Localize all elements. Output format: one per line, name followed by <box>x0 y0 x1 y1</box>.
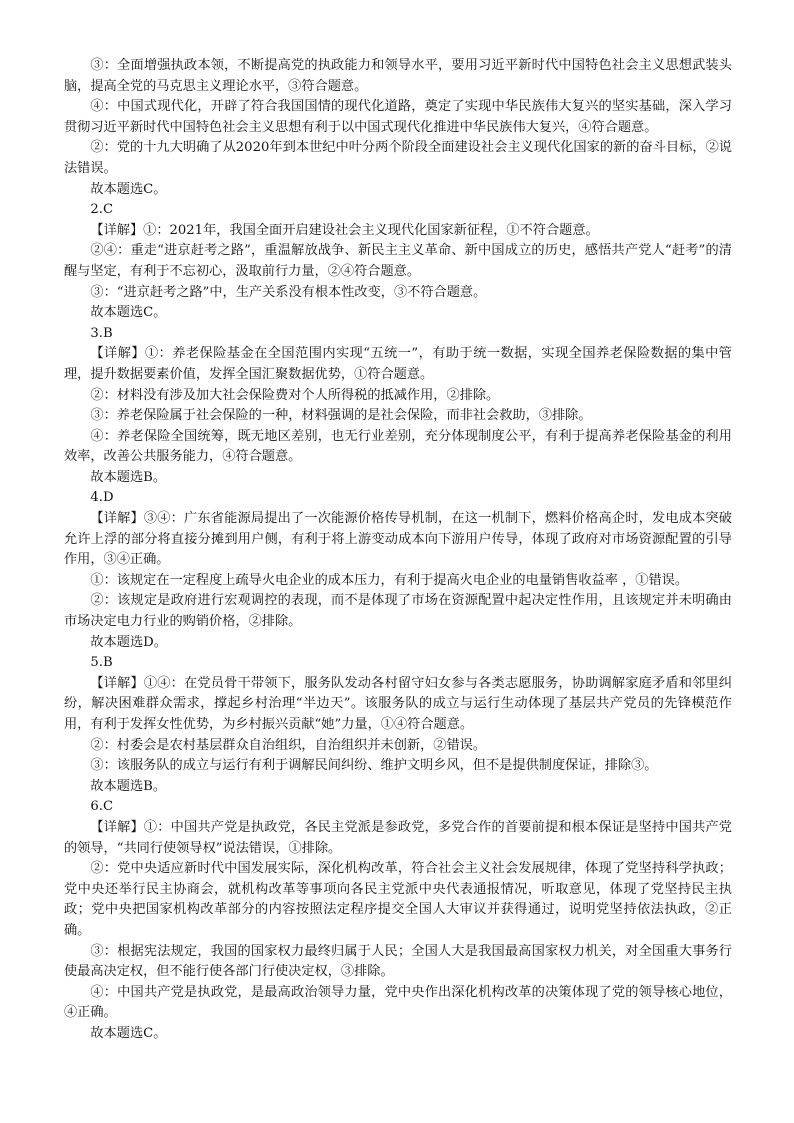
paragraph: 故本题选D。 <box>90 634 167 650</box>
paragraph: ③：全面增强执政本领，不断提高党的执政能力和领导水平，要用习近平新时代中国特色社会主义思想武装头脑，提高全党的马克思主义理论水平，③符合题意。 <box>64 58 732 94</box>
paragraph: 【详解】①④：在党员骨干带领下，服务队发动各村留守妇女参与各类志愿服务，协助调解家庭矛盾和邻里纠纷，解决困难群众需求，撑起乡村治理“半边天”。该服务队的成立与运行生动体现了基层共产党员的先锋模范作用，有利于发挥女性优势，为乡村振兴贡献“她”力量，①④符合题意。 <box>64 675 732 732</box>
question-number: 3.B <box>90 325 113 341</box>
paragraph: ①：该规定在一定程度上疏导火电企业的成本压力，有利于提高火电企业的电量销售收益率 ，①错误。 <box>90 572 689 588</box>
paragraph: ③：根据宪法规定，我国的国家权力最终归属于人民；全国人大是我国最高国家权力机关，对全国重大事务行使最高决定权，但不能行使各部门行使决定权，③排除。 <box>64 943 732 980</box>
paragraph: 故本题选C。 <box>90 305 167 321</box>
paragraph: ②④：重走“进京赶考之路”，重温解放战争、新民主主义革命、新中国成立的历史，感悟共产党人“赶考”的清醒与坚定，有利于不忘初心，汲取前行力量，②④符合题意。 <box>64 243 732 279</box>
paragraph: ③：“进京赶考之路”中，生产关系没有根本性改变，③不符合题意。 <box>90 284 487 300</box>
paragraph: ③：养老保险属于社会保险的一种，材料强调的是社会保险，而非社会救助，③排除。 <box>90 408 592 424</box>
paragraph: ②：该规定是政府进行宏观调控的表现，而不是体现了市场在资源配置中起决定性作用，且该规定并未明确由市场决定电力行业的购销价格，②排除。 <box>64 593 732 630</box>
paragraph: ②：村委会是农村基层群众自治组织，自治组织并未创新，②错误。 <box>90 737 487 753</box>
paragraph: 【详解】①：养老保险基金在全国范围内实现“五统一”，有助于统一数据，实现全国养老保险数据的集中管理，提升数据要素价值，发挥全国汇聚数据优势，①符合题意。 <box>64 346 732 382</box>
paragraph: ④：养老保险全国统筹，既无地区差别，也无行业差别，充分体现制度公平，有利于提高养老保险基金的利用效率，改善公共服务能力，④符合题意。 <box>64 428 732 465</box>
question-number: 4.D <box>90 490 114 506</box>
paragraph: ②：党中央适应新时代中国发展实际，深化机构改革，符合社会主义社会发展规律，体现了党坚持科学执政；党中央还举行民主协商会，就机构改革等事项向各民主党派中央代表通报情况，听取意见，体现了党坚持民主执政；党中央把国家机构改革部分的内容按照法定程序提交全国人大审议并获得通过，说明党坚持依法执政，②正确。 <box>64 861 732 938</box>
paragraph: 【详解】①：2021年，我国全面开启建设社会主义现代化国家新征程，①不符合题意。 <box>90 222 599 238</box>
paragraph: ④：中国共产党是执政党，是最高政治领导力量，党中央作出深化机构改革的决策体现了党的领导核心地位，④正确。 <box>64 984 732 1021</box>
question-number: 6.C <box>90 799 114 815</box>
paragraph: ③：该服务队的成立与运行有利于调解民间纠纷、维护文明乡风，但不是提供制度保证，排除③。 <box>90 758 658 774</box>
question-number: 5.B <box>90 655 113 671</box>
question-number: 2.C <box>90 202 114 218</box>
paragraph: ④：中国式现代化，开辟了符合我国国情的现代化道路，奠定了实现中华民族伟大复兴的坚实基础，深入学习贯彻习近平新时代中国特色社会主义思想有利于以中国式现代化推进中华民族伟大复兴，④符合题意。 <box>64 99 732 135</box>
paragraph: ②：党的十九大明确了从2020年到本世纪中叶分两个阶段全面建设社会主义现代化国家的新的奋斗目标，②说法错误。 <box>64 140 732 176</box>
paragraph: 故本题选B。 <box>90 778 167 794</box>
paragraph: 【详解】①：中国共产党是执政党，各民主党派是参政党，多党合作的首要前提和根本保证是坚持中国共产党的领导，“共同行使领导权”说法错误，①排除。 <box>64 819 732 856</box>
paragraph: 故本题选C。 <box>90 181 167 197</box>
paragraph: 故本题选B。 <box>90 469 167 485</box>
paragraph: 【详解】③④：广东省能源局提出了一次能源价格传导机制，在这一机制下，燃料价格高企时，发电成本突破允许上浮的部分将直接分摊到用户侧，有利于将上游变动成本向下游用户传导，体现了政府对市场资源配置的引导作用，③④正确。 <box>64 511 732 568</box>
paragraph: 故本题选C。 <box>90 1025 167 1041</box>
answer-document <box>64 56 732 1045</box>
paragraph: ②：材料没有涉及加大社会保险费对个人所得税的抵减作用，②排除。 <box>90 387 500 403</box>
